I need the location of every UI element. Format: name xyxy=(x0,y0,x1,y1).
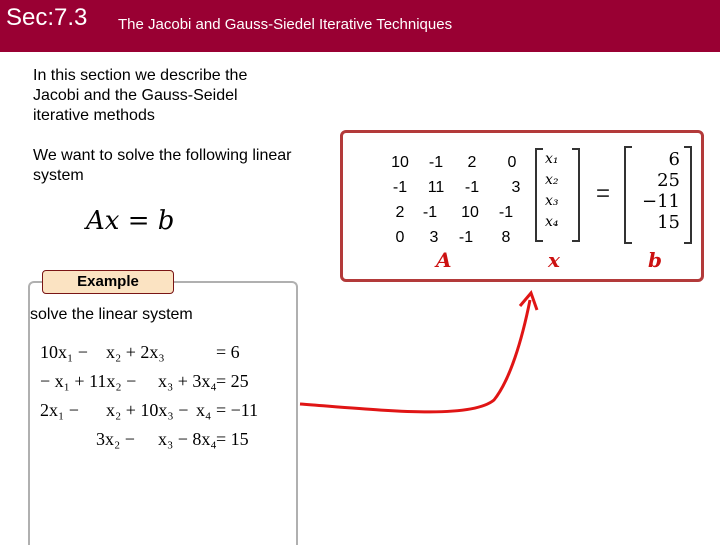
matrix-cell: 8 xyxy=(501,229,511,246)
eq-rhs: = 6 xyxy=(216,342,240,362)
matrix-cell: 0 xyxy=(395,229,405,246)
eq-term: 10x₁ − xyxy=(40,342,88,362)
eq-rhs: = 15 xyxy=(216,429,249,449)
vector-cell: x₄ xyxy=(545,214,559,230)
vector-cell: x₂ xyxy=(545,172,559,188)
eq-term: x₂ + 10x₃ − xyxy=(106,400,189,420)
matrix-cell: 10 xyxy=(391,154,409,171)
matrix-cell: -1 xyxy=(458,229,474,246)
matrix-cell: 3 xyxy=(429,229,439,246)
goal-text: We want to solve the following linear system xyxy=(33,147,292,184)
section-number: Sec:7.3 xyxy=(6,4,88,31)
vector-cell: −11 xyxy=(642,191,680,212)
matrix-cell: -1 xyxy=(392,179,408,196)
matrix-cell: -1 xyxy=(428,154,444,171)
matrix-cell: 2 xyxy=(467,154,477,171)
vector-cell: x₁ xyxy=(545,151,559,167)
matrix-cell: -1 xyxy=(498,204,514,221)
label-b: b xyxy=(648,248,662,272)
label-x: x xyxy=(548,248,560,272)
system-form-equation: Ax = b xyxy=(86,206,175,236)
eq-term: x₄ xyxy=(196,400,212,420)
example-text: solve the linear system xyxy=(30,306,193,323)
intro-text: In this section we describe the Jacobi and the Gauss-Seidel iterative methods xyxy=(33,67,248,124)
example-tag: Example xyxy=(42,270,174,294)
vector-cell: x₃ xyxy=(545,193,559,209)
eq-term: 2x₁ − xyxy=(40,400,79,420)
equals-sign: = xyxy=(596,180,611,207)
matrix-cell: 0 xyxy=(507,154,517,171)
matrix-cell: 2 xyxy=(395,204,405,221)
eq-term: − x₁ + 11x₂ − xyxy=(40,371,137,391)
matrix-cell: -1 xyxy=(464,179,480,196)
section-title: The Jacobi and Gauss-Siedel Iterative Techniques xyxy=(118,16,453,33)
eq-rhs: = 25 xyxy=(216,371,249,391)
vector-cell: 15 xyxy=(657,212,680,233)
matrix-cell: -1 xyxy=(422,204,438,221)
label-a: A xyxy=(436,248,452,272)
vector-cell: 6 xyxy=(668,149,680,170)
eq-term: x₂ + 2x₃ xyxy=(106,342,165,362)
matrix-cell: 10 xyxy=(461,204,479,221)
matrix-cell: 11 xyxy=(427,179,445,196)
eq-rhs: = −11 xyxy=(216,400,259,420)
eq-term: x₃ + 3x₄ xyxy=(158,371,217,391)
vector-cell: 25 xyxy=(657,170,680,191)
matrix-cell: 3 xyxy=(511,179,521,196)
eq-term: 3x₂ − xyxy=(96,429,135,449)
eq-term: x₃ − 8x₄ xyxy=(158,429,217,449)
